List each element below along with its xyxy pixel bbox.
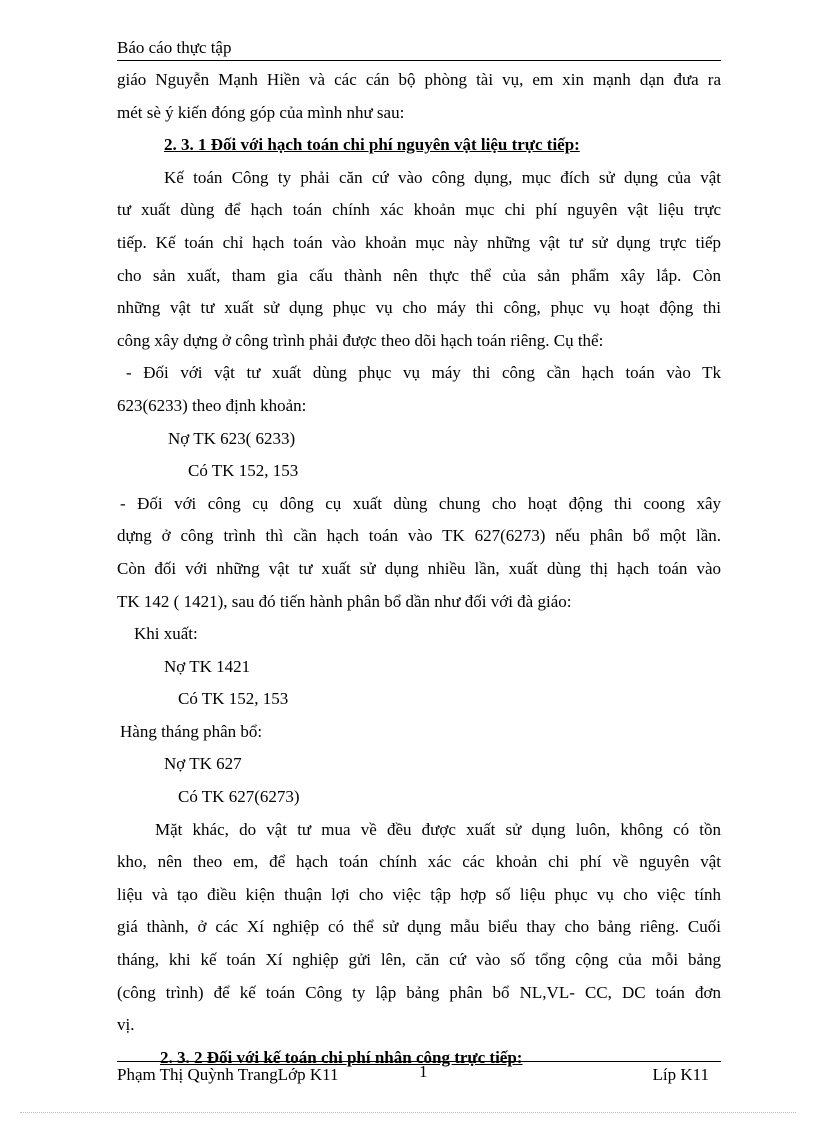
text-line: những vật tư xuất sử dụng phục vụ cho máy thi công, phục vụ hoạt động thi <box>117 298 721 318</box>
accounting-entry: Có TK 152, 153 <box>188 461 299 481</box>
text-line: kho, nên theo em, để hạch toán chính xác các khoản chi phí về nguyên vật <box>117 852 721 872</box>
text-line: công xây dựng ở công trình phải được theo dõi hạch toán riêng. Cụ thể: <box>117 330 604 350</box>
text-line: giáo Nguyễn Mạnh Hiền và các cán bộ phòng tài vụ, em xin mạnh dạn đưa ra <box>117 70 721 89</box>
text-line: dựng ở công trình thì cần hạch toán vào TK 627(6273) nếu phân bổ một lần. <box>117 526 721 546</box>
text-line: tháng, khi kế toán Xí nghiệp gửi lên, căn cứ vào số tổng cộng của mỗi bảng <box>117 950 721 970</box>
text-line: Khi xuất: <box>134 624 198 644</box>
text-line: tiếp. Kế toán chỉ hạch toán vào khoản mục này những vật tư sử dụng trực tiếp <box>117 232 721 252</box>
footer-author: Phạm Thị Quỳnh TrangLớp K11 <box>117 1065 339 1084</box>
text-line: liệu và tạo điều kiện thuận lợi cho việc tập hợp số liệu phục vụ cho việc tính <box>117 884 721 904</box>
text-line: vị. <box>117 1015 135 1035</box>
text-line: mét sè ý kiến đóng góp của mình như sau: <box>117 102 405 122</box>
text-line: Hàng tháng phân bổ: <box>120 721 263 741</box>
text-line: tư xuất dùng để hạch toán chính xác khoản mục chi phí nguyên vật liệu trực <box>117 200 721 220</box>
accounting-entry: Nợ TK 623( 6233) <box>168 428 296 448</box>
footer-class: Líp K11 <box>652 1065 709 1084</box>
section-heading-2-3-2: 2. 3. 2 Đối với kế toán chi phí nhân công trực tiếp: <box>160 1047 523 1067</box>
text-line: 623(6233) theo định khoản: <box>117 395 307 415</box>
page-footer <box>117 1061 721 1089</box>
text-line: - Đối với vật tư xuất dùng phục vụ máy thi công cần hạch toán vào Tk <box>126 363 721 383</box>
accounting-entry: Nợ TK 1421 <box>164 656 251 676</box>
text-line: Mặt khác, do vật tư mua về đều được xuất sử dụng luôn, không có tồn <box>155 819 721 839</box>
section-heading-2-3-1: 2. 3. 1 Đối với hạch toán chi phí nguyên vật liệu trực tiếp: <box>164 135 580 155</box>
page-number: 1 <box>419 1062 428 1081</box>
text-line: - Đối với công cụ dông cụ xuất dùng chung cho hoạt động thi coong xây <box>120 493 721 513</box>
accounting-entry: Nợ TK 627 <box>164 754 242 774</box>
text-line: TK 142 ( 1421), sau đó tiến hành phân bổ dần như đối với đà giáo: <box>117 591 572 611</box>
accounting-entry: Có TK 627(6273) <box>178 787 300 807</box>
document-body <box>117 64 721 1074</box>
page-header <box>117 38 721 61</box>
text-line: giá thành, ở các Xí nghiệp có thể sử dụng mẫu biểu thay cho bảng riêng. Cuối <box>117 917 721 937</box>
accounting-entry: Có TK 152, 153 <box>178 689 289 709</box>
header-title: Báo cáo thực tập <box>117 38 232 57</box>
page-bottom-divider <box>20 1112 796 1113</box>
text-line: Kế toán Công ty phải căn cứ vào công dụng, mục đích sử dụng của vật <box>164 167 721 187</box>
text-line: Còn đối với những vật tư xuất sử dụng nhiều lần, xuất dùng thị hạch toán vào <box>117 558 721 578</box>
text-line: cho sản xuất, tham gia cấu thành nên thực thể của sản phẩm xây lắp. Còn <box>117 265 721 285</box>
text-line: (công trình) để kế toán Công ty lập bảng phân bổ NL,VL- CC, DC toán đơn <box>117 982 721 1002</box>
